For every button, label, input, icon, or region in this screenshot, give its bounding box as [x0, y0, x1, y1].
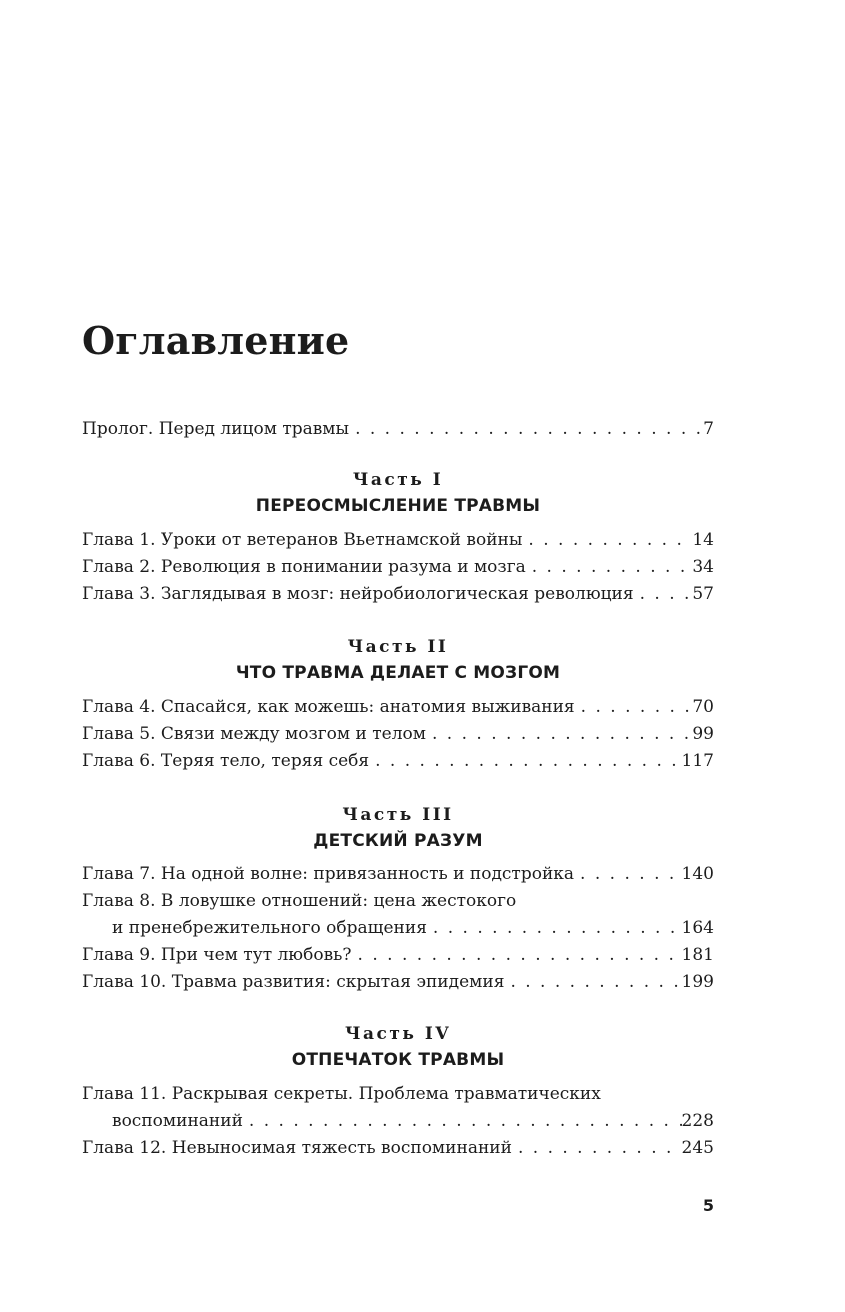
- entry-title: Глава 5. Связи между мозгом и телом: [82, 724, 426, 744]
- toc-entry-chapter-3[interactable]: [82, 581, 714, 608]
- part-title: ПЕРЕОСМЫСЛЕНИЕ ТРАВМЫ: [255, 496, 541, 516]
- entry-title: Глава 8. В ловушке отношений: цена жестокого: [82, 891, 517, 911]
- dot-leader: [369, 748, 681, 775]
- part-title: ОТПЕЧАТОК ТРАВМЫ: [291, 1050, 505, 1070]
- entry-title: Глава 10. Травма развития: скрытая эпидемия: [82, 972, 505, 992]
- toc-entry-chapter-4[interactable]: [82, 694, 714, 721]
- entry-page: 228: [681, 1111, 714, 1131]
- entry-title: Глава 2. Революция в понимании разума и мозга: [82, 557, 526, 577]
- dot-leader: [575, 694, 693, 721]
- part-title: ЧТО ТРАВМА ДЕЛАЕТ С МОЗГОМ: [235, 663, 561, 683]
- toc-entry-chapter-5[interactable]: [82, 721, 714, 748]
- entry-title: Глава 6. Теряя тело, теряя себя: [82, 751, 370, 771]
- toc-entry-chapter-1[interactable]: [82, 527, 714, 554]
- entry-title: Пролог. Перед лицом травмы: [82, 419, 350, 439]
- toc-entry-chapter-7[interactable]: [82, 861, 714, 888]
- entry-page: 14: [692, 530, 714, 550]
- entry-page: 34: [692, 557, 714, 577]
- entry-page: 181: [681, 945, 714, 965]
- toc-entry-chapter-11-line-1[interactable]: [82, 1081, 714, 1108]
- entry-title: Глава 12. Невыносимая тяжесть воспоминаний: [82, 1138, 512, 1158]
- entry-page: 245: [681, 1138, 714, 1158]
- part-title: ДЕТСКИЙ РАЗУМ: [313, 831, 483, 851]
- toc-entry-chapter-8-line-2[interactable]: [82, 915, 714, 942]
- entry-page: 140: [681, 864, 714, 884]
- entry-page: 117: [681, 751, 714, 771]
- entry-page: 7: [703, 419, 714, 439]
- entry-title-continuation: воспоминаний: [112, 1111, 243, 1131]
- dot-leader: [504, 969, 681, 996]
- dot-leader: [426, 721, 692, 748]
- part-label: Часть IV: [344, 1024, 452, 1044]
- entry-page: 70: [692, 697, 714, 717]
- entry-title: Глава 1. Уроки от ветеранов Вьетнамской войны: [82, 530, 523, 550]
- entry-title: Глава 7. На одной волне: привязанность и подстройка: [82, 864, 575, 884]
- dot-leader: [526, 554, 693, 581]
- toc-entry-prologue[interactable]: [82, 416, 714, 443]
- part-label: Часть III: [342, 805, 454, 825]
- entry-page: 57: [692, 584, 714, 604]
- dot-leader: [512, 1135, 682, 1162]
- dot-leader: [243, 1108, 682, 1135]
- entry-title: Глава 9. При чем тут любовь?: [82, 945, 352, 965]
- toc-entry-chapter-2[interactable]: [82, 554, 714, 581]
- toc-entry-chapter-9[interactable]: [82, 942, 714, 969]
- entry-title: Глава 3. Заглядывая в мозг: нейробиологическая революция: [82, 584, 634, 604]
- entry-title-continuation: и пренебрежительного обращения: [112, 918, 427, 938]
- entry-page: 99: [692, 724, 714, 744]
- page-title: Оглавление: [82, 318, 350, 363]
- part-label: Часть I: [352, 470, 444, 490]
- dot-leader: [634, 581, 693, 608]
- toc-entry-chapter-8-line-1[interactable]: [82, 888, 714, 915]
- page-number: 5: [702, 1196, 714, 1215]
- dot-leader: [427, 915, 682, 942]
- entry-page: 199: [681, 972, 714, 992]
- dot-leader: [352, 942, 682, 969]
- dot-leader: [574, 861, 682, 888]
- part-label: Часть II: [347, 637, 449, 657]
- dot-leader: [349, 416, 703, 443]
- toc-entry-chapter-11-line-2[interactable]: [82, 1108, 714, 1135]
- toc-entry-chapter-6[interactable]: [82, 748, 714, 775]
- entry-page: 164: [681, 918, 714, 938]
- entry-title: Глава 11. Раскрывая секреты. Проблема травматических: [82, 1084, 601, 1104]
- dot-leader: [522, 527, 692, 554]
- toc-entry-chapter-10[interactable]: [82, 969, 714, 996]
- entry-title: Глава 4. Спасайся, как можешь: анатомия выживания: [82, 697, 575, 717]
- toc-entry-chapter-12[interactable]: [82, 1135, 714, 1162]
